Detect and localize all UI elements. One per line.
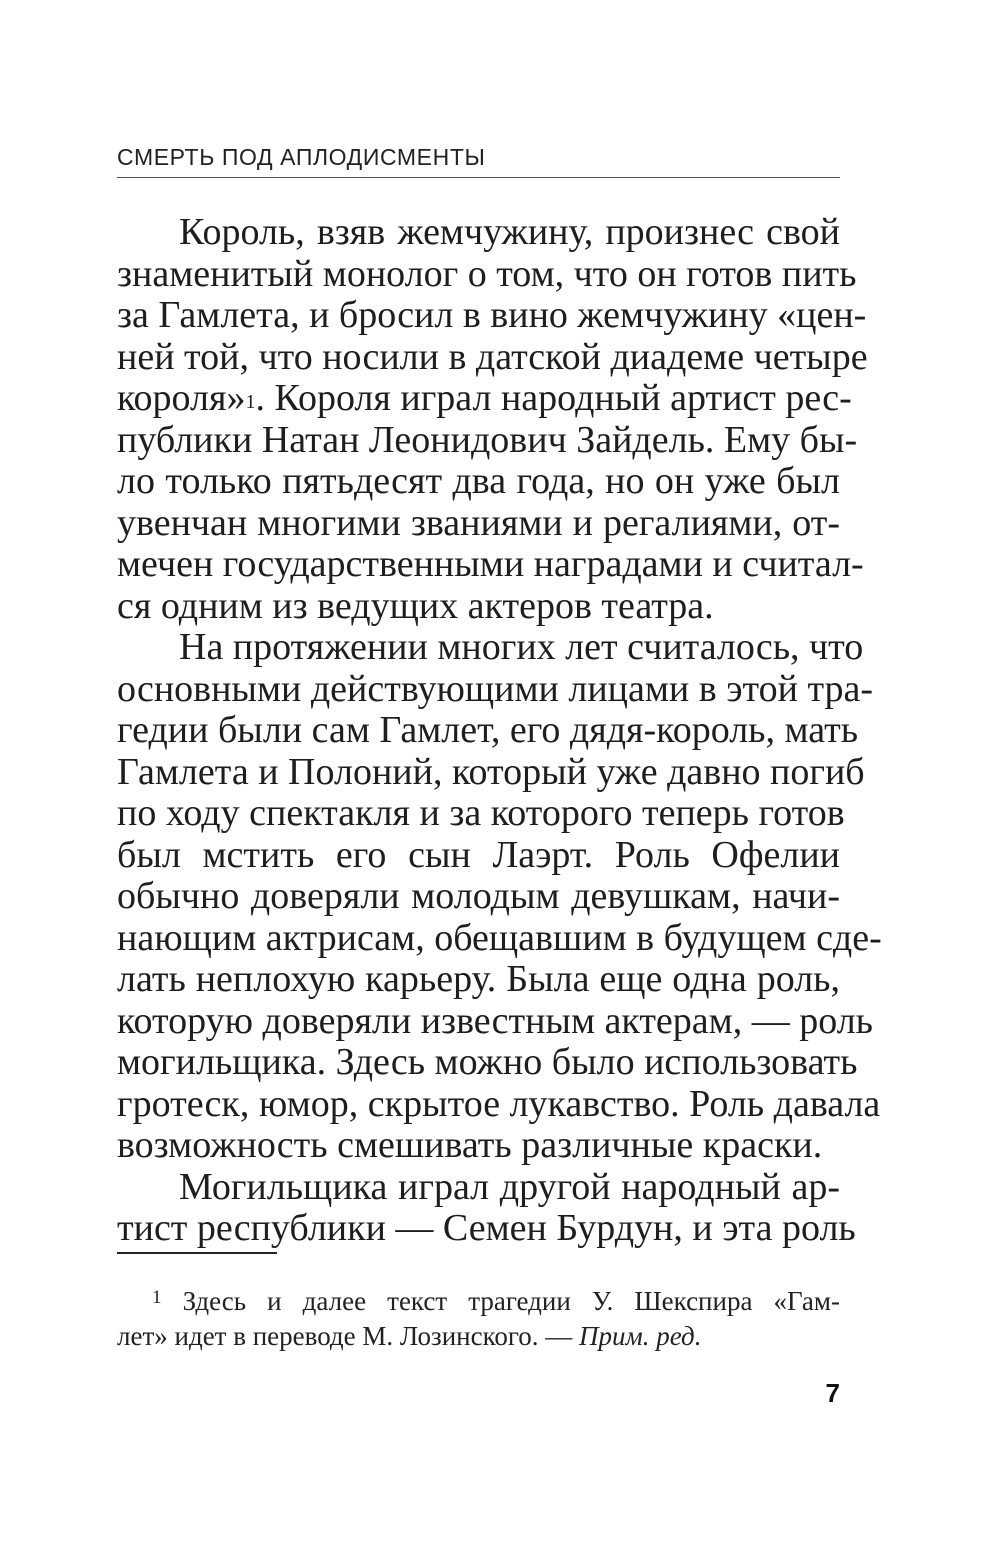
text-line: основными действующими лицами в этой тра-	[117, 667, 874, 710]
footnote-line	[117, 1284, 840, 1319]
footnote-marker: 1	[152, 1287, 162, 1308]
text-line: мечен государственными наградами и считал-	[117, 543, 864, 585]
text-line: Могильщика играл другой народный ар-	[179, 1165, 840, 1208]
text-line-with-footnote	[117, 377, 852, 420]
text-line: нающим актрисам, обещавшим в будущем сде-	[117, 916, 882, 959]
text-line: тист республики — Семен Бурдун, и эта роль	[117, 1207, 856, 1249]
text-line: могильщика. Здесь можно было использовать	[117, 1041, 858, 1083]
text-line: лать неплохую карьеру. Была еще одна роль,	[117, 958, 840, 1000]
text-line: увенчан многими званиями и регалиями, от-	[117, 501, 840, 544]
text-line: На протяжении многих лет считалось, что	[179, 626, 864, 668]
text-line: Король, взяв жемчужину, произнес свой	[179, 211, 840, 253]
text-line: за Гамлета, и бросил в вино жемчужину «цен-	[117, 294, 867, 336]
footnote-text: лет» идет в переводе М. Лозинского. —	[117, 1321, 579, 1351]
text-line: был мстить его сын Лаэрт. Роль Офелии	[117, 833, 840, 876]
text-line: ней той, что носили в датской диадеме четыре	[117, 335, 868, 378]
running-title: СМЕРТЬ ПОД АПЛОДИСМЕНТЫ	[117, 144, 486, 170]
text-line: ся одним из ведущих актеров театра.	[117, 584, 714, 627]
text-line: обычно доверяли молодым девушкам, начи-	[117, 875, 840, 917]
text-line: возможность смешивать различные краски.	[117, 1124, 823, 1166]
body-text	[117, 211, 882, 1250]
text-line: ло только пятьдесят два года, но он уже был	[117, 460, 840, 502]
footnote-reference: 1	[245, 391, 256, 413]
editor-note: Прим. ред.	[579, 1321, 702, 1351]
text-line: публики Натан Леонидович Зайдель. Ему бы-	[117, 418, 858, 461]
footnote-text: Здесь и далее текст трагедии У. Шекспира «Гам-	[182, 1286, 840, 1316]
text-line: по ходу спектакля и за которого теперь готов	[117, 792, 845, 834]
text-fragment: . Короля играл народный артист рес-	[255, 377, 852, 419]
text-line: гротеск, юмор, скрытое лукавство. Роль давала	[117, 1082, 881, 1125]
text-line: знаменитый монолог о том, что он готов пить	[117, 252, 857, 295]
page-number: 7	[825, 1378, 840, 1408]
header-rule	[117, 177, 840, 178]
footnote-line	[117, 1319, 840, 1354]
text-line: Гамлета и Полоний, который уже давно погиб	[117, 750, 865, 793]
text-line: гедии были сам Гамлет, его дядя-король, мать	[117, 709, 859, 751]
text-fragment: короля»	[117, 377, 246, 419]
footnote	[117, 1284, 840, 1354]
text-line: которую доверяли известным актерам, — роль	[117, 999, 873, 1042]
footnote-rule	[117, 1252, 277, 1254]
